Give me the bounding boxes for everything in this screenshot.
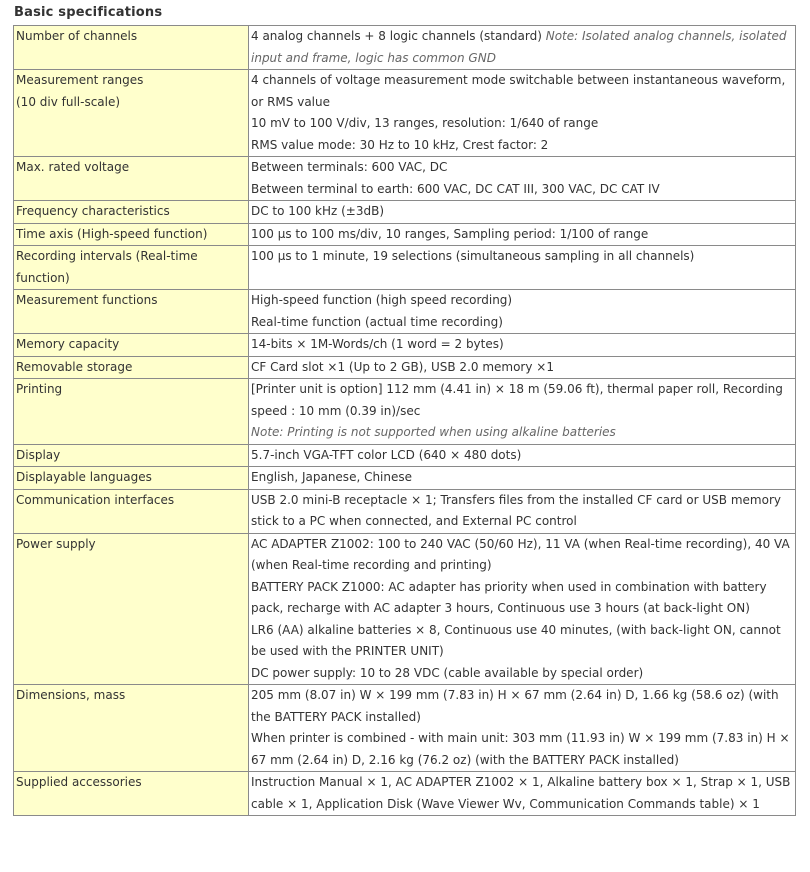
spec-value-cell (249, 246, 796, 290)
spec-label: Time axis (High-speed function) (16, 226, 208, 241)
spec-value-text: 205 mm (8.07 in) W × 199 mm (7.83 in) H × 67 mm (2.64 in) D, 1.66 kg (58.6 oz) (with the BATTERY PACK installed) (251, 688, 779, 724)
spec-note: Note: Isolated analog channels, isolated input and frame, logic has common GND (251, 29, 787, 65)
spec-value-line (251, 685, 793, 728)
spec-value-text: 4 analog channels + 8 logic channels (standard) (251, 29, 546, 43)
spec-value-text: English, Japanese, Chinese (251, 470, 413, 484)
spec-value-cell (249, 379, 796, 445)
spec-label: Printing (16, 382, 63, 396)
spec-label: Recording intervals (Real-time function) (16, 249, 198, 285)
spec-label: Dimensions, mass (16, 688, 126, 702)
spec-label: Supplied accessories (16, 775, 142, 789)
spec-label: Frequency characteristics (16, 204, 170, 218)
spec-row (14, 685, 796, 772)
spec-label: Power supply (16, 536, 96, 551)
spec-value-line (251, 246, 793, 268)
spec-value-text: 10 mV to 100 V/div, 13 ranges, resolution: 1/640 of range (251, 116, 599, 130)
spec-value-text: 14-bits × 1M-Words/ch (1 word = 2 bytes) (251, 337, 504, 351)
spec-value-line (251, 290, 793, 312)
spec-label-cell (14, 70, 249, 157)
spec-value-cell (249, 70, 796, 157)
spec-value-text: 4 channels of voltage measurement mode switchable between instantaneous waveform, or RMS value (251, 73, 786, 109)
spec-row (14, 379, 796, 445)
spec-value-line (251, 534, 793, 577)
spec-value-text: High-speed function (high speed recording) (251, 293, 513, 307)
spec-value-line (251, 179, 793, 201)
spec-value-cell (249, 772, 796, 816)
spec-value-cell (249, 467, 796, 490)
spec-value-line (251, 422, 793, 444)
spec-value-line (251, 620, 793, 663)
spec-value-cell (249, 290, 796, 334)
spec-value-line (251, 70, 793, 113)
spec-row (14, 467, 796, 490)
spec-label: Max. rated voltage (16, 160, 130, 174)
spec-note: Note: Printing is not supported when using alkaline batteries (251, 425, 616, 439)
spec-label-cell (14, 290, 249, 334)
spec-value-text: When printer is combined - with main unit: 303 mm (11.93 in) W × 199 mm (7.83 in) H × 67 mm (2.64 in) D, 2.16 kg (76.2 oz) (with the BATTERY PACK installed) (251, 731, 790, 767)
spec-row (14, 223, 796, 246)
spec-label-cell (14, 444, 249, 467)
spec-value-line (251, 467, 793, 489)
spec-row (14, 356, 796, 379)
spec-label-cell (14, 356, 249, 379)
spec-label: Removable storage (16, 359, 133, 374)
spec-value-text: [Printer unit is option] 112 mm (4.41 in) × 18 m (59.06 ft), thermal paper roll, Recording speed : 10 mm (0.39 in)/sec (251, 382, 783, 418)
spec-row (14, 290, 796, 334)
spec-value-line (251, 490, 793, 533)
spec-label-cell (14, 334, 249, 357)
spec-value-text: Between terminals: 600 VAC, DC (251, 160, 448, 174)
spec-value-text: AC ADAPTER Z1002: 100 to 240 VAC (50/60 Hz), 11 VA (when Real-time recording), 40 VA (when Real-time recording and printing) (251, 536, 790, 572)
spec-value-text: DC to 100 kHz (±3dB) (251, 204, 385, 218)
spec-label-cell (14, 379, 249, 445)
spec-value-cell (249, 489, 796, 533)
spec-label: Display (16, 447, 61, 462)
spec-label-cell (14, 246, 249, 290)
spec-value-line (251, 157, 793, 179)
spec-value-text: DC power supply: 10 to 28 VDC (cable available by special order) (251, 665, 644, 680)
spec-value-line (251, 379, 793, 422)
spec-value-text: USB 2.0 mini-B receptacle × 1; Transfers files from the installed CF card or USB memory stick to a PC when connected, and External PC control (251, 492, 781, 528)
spec-label-cell (14, 467, 249, 490)
spec-label-cell (14, 157, 249, 201)
spec-value-cell (249, 533, 796, 685)
spec-value-line (251, 113, 793, 135)
spec-value-cell (249, 356, 796, 379)
spec-label: (10 div full-scale) (16, 94, 121, 109)
spec-label: Number of channels (16, 29, 138, 43)
spec-value-text: RMS value mode: 30 Hz to 10 kHz, Crest factor: 2 (251, 137, 549, 152)
spec-value-line (251, 577, 793, 620)
spec-value-line (251, 201, 793, 223)
spec-label-cell (14, 772, 249, 816)
spec-value-line (251, 445, 793, 467)
spec-row (14, 70, 796, 157)
spec-label: Measurement functions (16, 293, 158, 307)
spec-row (14, 772, 796, 816)
spec-label: Displayable languages (16, 470, 152, 484)
spec-value-text: Between terminal to earth: 600 VAC, DC CAT III, 300 VAC, DC CAT IV (251, 181, 660, 196)
spec-label-cell (14, 26, 249, 70)
spec-value-text: 100 μs to 100 ms/div, 10 ranges, Sampling period: 1/100 of range (251, 226, 649, 241)
spec-label-cell (14, 223, 249, 246)
spec-value-line (251, 26, 793, 69)
spec-row (14, 489, 796, 533)
spec-value-cell (249, 444, 796, 467)
spec-value-line (251, 334, 793, 356)
spec-value-text: Instruction Manual × 1, AC ADAPTER Z1002 × 1, Alkaline battery box × 1, Strap × 1, USB cable × 1, Application Disk (Wave Viewer Wv, Communication Commands table) × 1 (251, 775, 791, 811)
spec-label-cell (14, 489, 249, 533)
spec-row (14, 201, 796, 224)
spec-value-cell (249, 334, 796, 357)
spec-value-line (251, 312, 793, 334)
spec-value-text: 100 μs to 1 minute, 19 selections (simultaneous sampling in all channels) (251, 249, 695, 263)
spec-value-text: BATTERY PACK Z1000: AC adapter has priority when used in combination with battery pack, recharge with AC adapter 3 hours, Continuous use 3 hours (at back-light ON) (251, 579, 767, 615)
spec-value-line (251, 772, 793, 815)
spec-value-line (251, 728, 793, 771)
spec-label: Communication interfaces (16, 492, 175, 507)
spec-value-cell (249, 201, 796, 224)
spec-label-cell (14, 201, 249, 224)
spec-row (14, 444, 796, 467)
spec-value-text: CF Card slot ×1 (Up to 2 GB), USB 2.0 memory ×1 (251, 359, 554, 374)
spec-row (14, 157, 796, 201)
spec-value-line (251, 357, 793, 379)
spec-label: Memory capacity (16, 337, 120, 351)
spec-value-line (251, 135, 793, 157)
spec-value-cell (249, 685, 796, 772)
spec-row (14, 26, 796, 70)
spec-row (14, 533, 796, 685)
spec-value-cell (249, 26, 796, 70)
section-heading: Basic specifications (14, 5, 163, 20)
spec-value-text: LR6 (AA) alkaline batteries × 8, Continuous use 40 minutes, (with back-light ON, cannot be used with the PRINTER UNIT) (251, 622, 781, 658)
spec-label-cell (14, 685, 249, 772)
spec-value-line (251, 224, 793, 246)
spec-value-text: 5.7-inch VGA-TFT color LCD (640 × 480 dots) (251, 447, 522, 462)
spec-label-cell (14, 533, 249, 685)
spec-value-cell (249, 223, 796, 246)
specifications-table (13, 25, 796, 816)
spec-label: Measurement ranges (16, 73, 144, 87)
spec-value-cell (249, 157, 796, 201)
spec-row (14, 334, 796, 357)
specifications-table-body (14, 26, 796, 816)
spec-value-line (251, 663, 793, 685)
spec-row (14, 246, 796, 290)
spec-value-text: Real-time function (actual time recording) (251, 314, 503, 329)
